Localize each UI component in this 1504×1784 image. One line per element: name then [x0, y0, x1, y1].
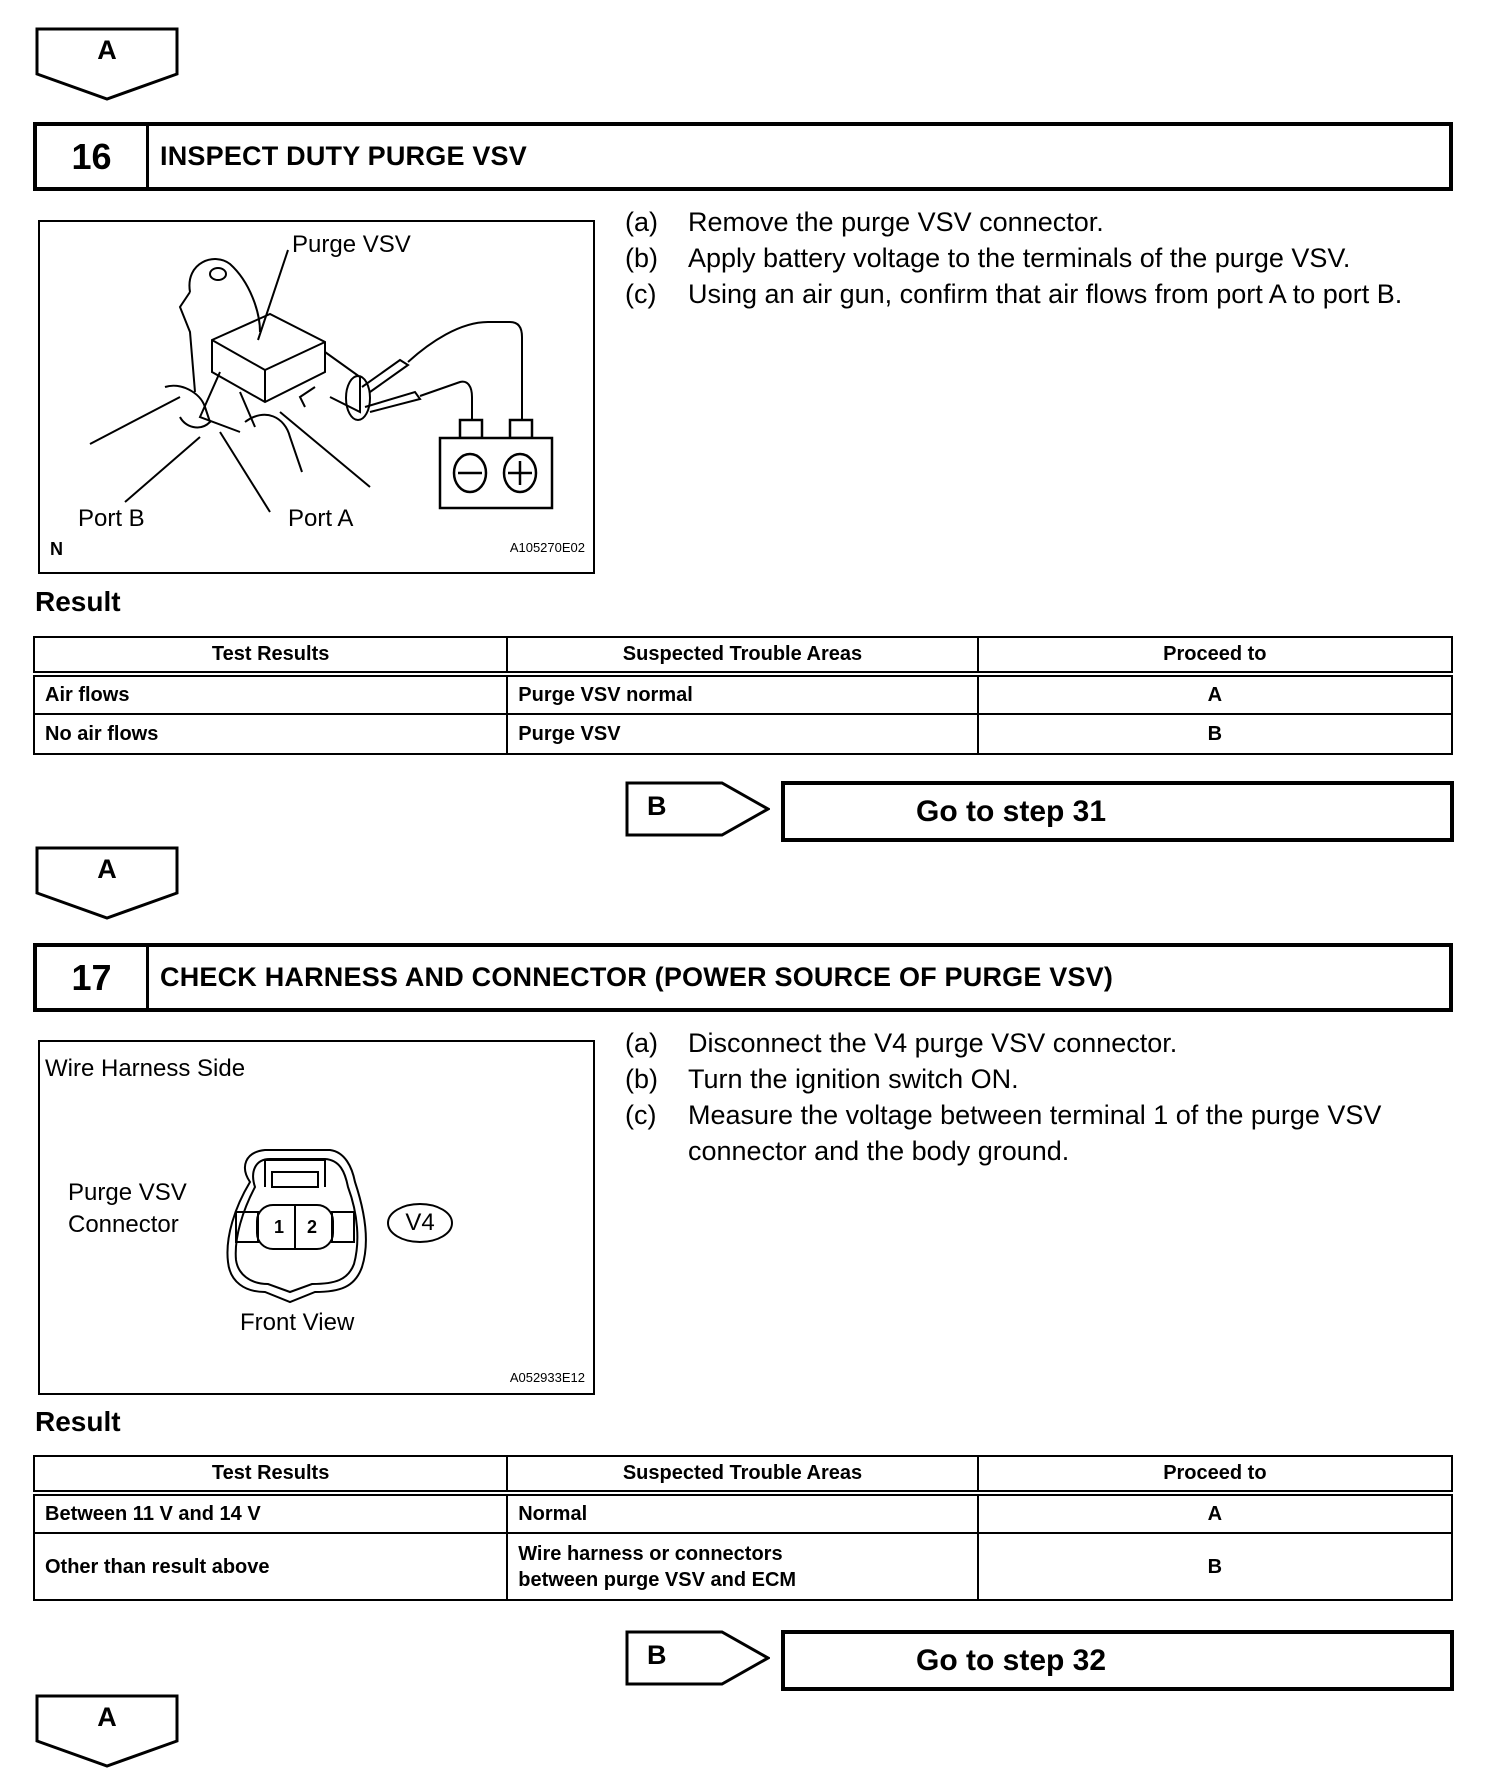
figure-code: A052933E12 — [509, 1370, 585, 1385]
wire-harness-side-label: Wire Harness Side — [45, 1055, 246, 1082]
column-header: Proceed to — [978, 637, 1452, 674]
table-cell: No air flows — [34, 714, 507, 754]
instruction-text: Remove the purge VSV connector. — [688, 207, 1104, 237]
step-number: 17 — [37, 947, 149, 1008]
connector-name-line1: Purge VSV — [68, 1179, 187, 1206]
port-b-label: Port B — [78, 505, 145, 532]
table-header-row — [34, 1456, 1452, 1493]
table-cell: Air flows — [34, 674, 507, 714]
pin-2-label: 2 — [306, 1217, 317, 1237]
table-cell: A — [978, 674, 1452, 714]
pin-1-label: 1 — [273, 1217, 284, 1237]
table-cell: Other than result above — [34, 1533, 507, 1600]
goto-step-31-button[interactable]: Go to step 31 — [781, 781, 1454, 842]
table-cell: Between 11 V and 14 V — [34, 1493, 507, 1533]
port-a-label: Port A — [288, 505, 354, 532]
column-header: Proceed to — [978, 1456, 1452, 1493]
step-16-header — [33, 122, 1453, 191]
instruction-item — [625, 240, 1455, 276]
instruction-item — [625, 204, 1455, 240]
column-header: Suspected Trouble Areas — [507, 1456, 978, 1493]
step-title: INSPECT DUTY PURGE VSV — [160, 141, 527, 171]
step-17-instructions — [625, 1025, 1455, 1169]
flow-marker-label: A — [97, 35, 117, 65]
column-header: Suspected Trouble Areas — [507, 637, 977, 674]
flow-marker-a-top[interactable] — [35, 27, 179, 101]
table-cell: Purge VSV — [507, 714, 977, 754]
instruction-item — [625, 276, 1455, 312]
instruction-text: Measure the voltage between terminal 1 of the purge VSV connector and the body ground. — [688, 1100, 1382, 1166]
figure-code: A105270E02 — [509, 540, 585, 555]
step-16-figure — [38, 220, 595, 574]
instruction-label: (b) — [625, 1064, 658, 1094]
column-header: Test Results — [34, 1456, 507, 1493]
instruction-text: Apply battery voltage to the terminals of the purge VSV. — [688, 243, 1351, 273]
flow-marker-b[interactable] — [625, 781, 770, 839]
step-17-header — [33, 943, 1453, 1012]
step-16-instructions — [625, 204, 1455, 312]
table-cell: A — [978, 1493, 1452, 1533]
table-cell: Wire harness or connectors between purge VSV and ECM — [507, 1533, 978, 1600]
table-row — [34, 674, 1452, 714]
flow-marker-label: A — [97, 1702, 117, 1732]
table-cell: Normal — [507, 1493, 978, 1533]
table-row — [34, 714, 1452, 754]
purge-vsv-label: Purge VSV — [292, 231, 411, 258]
instruction-label: (c) — [625, 279, 657, 309]
flow-marker-a-mid[interactable] — [35, 846, 179, 920]
instruction-label: (a) — [625, 207, 658, 237]
table-row — [34, 1533, 1452, 1600]
battery-icon — [440, 420, 552, 508]
flow-marker-label: B — [647, 1640, 667, 1670]
step-17-result-table — [33, 1455, 1453, 1601]
column-header: Test Results — [34, 637, 507, 674]
result-heading: Result — [35, 586, 121, 617]
instruction-label: (c) — [625, 1100, 657, 1130]
step-title: CHECK HARNESS AND CONNECTOR (POWER SOURCE OF PURGE VSV) — [160, 962, 1114, 992]
instruction-item — [625, 1097, 1455, 1169]
front-view-label: Front View — [240, 1309, 355, 1336]
connector-name-line2: Connector — [68, 1211, 179, 1238]
connector-id-label: V4 — [405, 1209, 435, 1236]
flow-marker-a-bottom[interactable] — [35, 1694, 179, 1768]
instruction-item — [625, 1061, 1455, 1097]
step-number: 16 — [37, 126, 149, 187]
instruction-text: Turn the ignition switch ON. — [688, 1064, 1019, 1094]
instruction-label: (b) — [625, 243, 658, 273]
table-header-row — [34, 637, 1452, 674]
step-17-figure — [38, 1040, 595, 1395]
table-cell: Purge VSV normal — [507, 674, 977, 714]
table-row — [34, 1493, 1452, 1533]
instruction-text: Disconnect the V4 purge VSV connector. — [688, 1028, 1178, 1058]
instruction-text: Using an air gun, confirm that air flows from port A to port B. — [688, 279, 1403, 309]
instruction-item — [625, 1025, 1455, 1061]
step-16-result-table — [33, 636, 1453, 755]
instruction-label: (a) — [625, 1028, 658, 1058]
goto-step-32-button[interactable]: Go to step 32 — [781, 1630, 1454, 1691]
flow-marker-label: A — [97, 854, 117, 884]
flow-marker-b[interactable] — [625, 1630, 770, 1688]
table-cell: B — [978, 714, 1452, 754]
table-cell: B — [978, 1533, 1452, 1600]
result-heading: Result — [35, 1406, 121, 1437]
figure-corner-label: N — [50, 539, 63, 559]
flow-marker-label: B — [647, 791, 667, 821]
